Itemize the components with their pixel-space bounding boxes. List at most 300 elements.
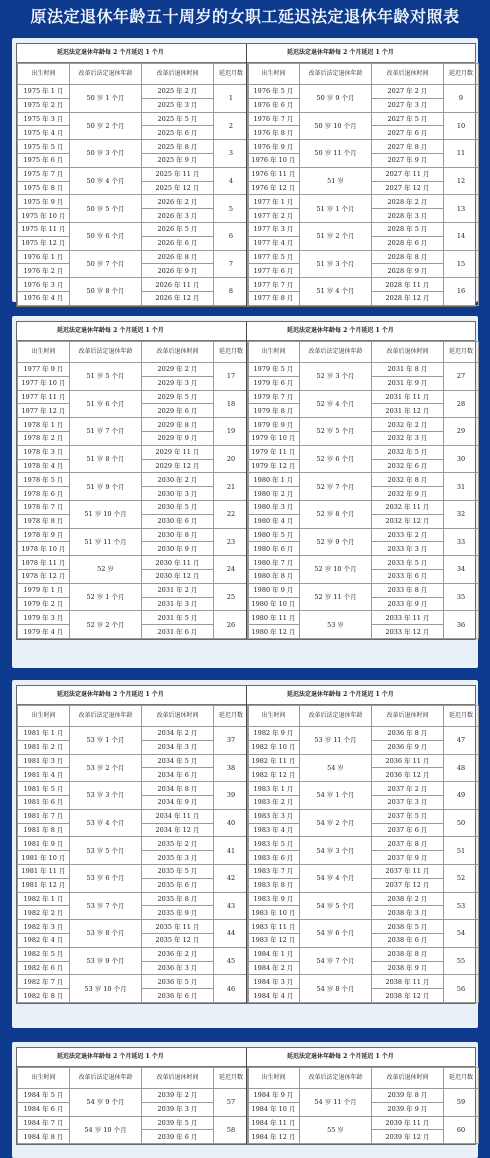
retire-date-cell: 2030 年 9 月 [142,542,214,556]
column-header-row [18,706,249,727]
table-row [18,782,249,796]
retire-date-cell: 2032 年 12 月 [372,514,444,528]
birth-date-cell: 1979 年 1 月 [18,583,70,597]
table-row [248,837,479,851]
delay-months-cell: 41 [214,837,249,865]
retire-date-cell: 2025 年 5 月 [142,112,214,126]
retire-age-cell: 52 岁 11 个月 [300,583,372,611]
retirement-table [17,1067,249,1144]
column-header-row [248,342,479,363]
table-2-right [246,322,476,639]
retire-date-cell: 2026 年 8 月 [142,250,214,264]
birth-date-cell: 1976 年 2 月 [18,264,70,278]
delay-months-cell: 55 [444,947,479,975]
birth-date-cell: 1980 年 12 月 [248,625,300,639]
table-row [248,112,479,126]
table-row [18,112,249,126]
retire-age-cell: 51 岁 4 个月 [300,278,372,306]
column-header: 改革后退休时间 [372,1068,444,1089]
table-row [248,500,479,514]
delay-months-cell: 1 [214,85,249,113]
birth-date-cell: 1979 年 3 月 [18,611,70,625]
birth-date-cell: 1979 年 9 月 [248,418,300,432]
birth-date-cell: 1976 年 11 月 [248,167,300,181]
retire-date-cell: 2038 年 5 月 [372,920,444,934]
retire-date-cell: 2033 年 2 月 [372,528,444,542]
birth-date-cell: 1984 年 2 月 [248,961,300,975]
table-row [248,528,479,542]
birth-date-cell: 1975 年 4 月 [18,126,70,140]
retire-age-cell: 51 岁 1 个月 [300,195,372,223]
birth-date-cell: 1982 年 12 月 [248,768,300,782]
retire-date-cell: 2033 年 6 月 [372,569,444,583]
retire-date-cell: 2028 年 2 月 [372,195,444,209]
birth-date-cell: 1980 年 9 月 [248,583,300,597]
table-row [248,1089,479,1103]
birth-date-cell: 1984 年 6 月 [18,1102,70,1116]
birth-date-cell: 1979 年 8 月 [248,404,300,418]
delay-months-cell: 19 [214,418,249,446]
delay-months-cell: 38 [214,754,249,782]
table-row [18,445,249,459]
retire-age-cell: 54 岁 4 个月 [300,864,372,892]
retire-date-cell: 2037 年 5 月 [372,809,444,823]
column-header: 延迟月数 [444,342,479,363]
retire-date-cell: 2031 年 2 月 [142,583,214,597]
column-header: 改革后法定退休年龄 [300,1068,372,1089]
table-header-title: 延迟法定退休年龄每 2 个月延迟 1 个月 [247,322,476,341]
delay-months-cell: 13 [444,195,479,223]
retire-date-cell: 2039 年 9 月 [372,1102,444,1116]
delay-months-cell: 26 [214,611,249,639]
table-row [18,363,249,377]
table-2 [16,321,476,640]
delay-months-cell: 56 [444,975,479,1003]
column-header: 改革后法定退休年龄 [300,342,372,363]
retire-age-cell: 52 岁 10 个月 [300,556,372,584]
retire-date-cell: 2033 年 8 月 [372,583,444,597]
delay-months-cell: 20 [214,445,249,473]
table-row [248,727,479,741]
retire-age-cell: 53 岁 9 个月 [70,947,142,975]
table-header-title: 延迟法定退休年龄每 2 个月延迟 1 个月 [17,1048,246,1067]
retire-age-cell: 52 岁 4 个月 [300,390,372,418]
birth-date-cell: 1983 年 8 月 [248,878,300,892]
retire-age-cell: 52 岁 2 个月 [70,611,142,639]
column-header: 延迟月数 [214,342,249,363]
birth-date-cell: 1981 年 12 月 [18,878,70,892]
column-header: 延迟月数 [444,64,479,85]
retire-date-cell: 2037 年 11 月 [372,864,444,878]
retire-age-cell: 51 岁 7 个月 [70,418,142,446]
retire-age-cell: 54 岁 5 个月 [300,892,372,920]
retire-date-cell: 2034 年 2 月 [142,727,214,741]
retire-date-cell: 2027 年 2 月 [372,85,444,99]
birth-date-cell: 1981 年 3 月 [18,754,70,768]
table-row [18,837,249,851]
retire-date-cell: 2029 年 11 月 [142,445,214,459]
birth-date-cell: 1977 年 8 月 [248,291,300,305]
delay-months-cell: 39 [214,782,249,810]
birth-date-cell: 1981 年 7 月 [18,809,70,823]
retire-age-cell: 53 岁 11 个月 [300,727,372,755]
retire-date-cell: 2029 年 5 月 [142,390,214,404]
retire-date-cell: 2028 年 3 月 [372,209,444,223]
table-row [18,167,249,181]
birth-date-cell: 1975 年 10 月 [18,209,70,223]
column-header: 出生时间 [248,706,300,727]
retire-date-cell: 2030 年 12 月 [142,569,214,583]
column-header: 改革后法定退休年龄 [300,64,372,85]
column-header-row [248,706,479,727]
delay-months-cell: 18 [214,390,249,418]
retire-date-cell: 2027 年 5 月 [372,112,444,126]
delay-months-cell: 50 [444,809,479,837]
birth-date-cell: 1982 年 2 月 [18,906,70,920]
retire-date-cell: 2025 年 8 月 [142,140,214,154]
column-header-row [248,1068,479,1089]
delay-months-cell: 5 [214,195,249,223]
birth-date-cell: 1976 年 6 月 [248,98,300,112]
retire-age-cell: 54 岁 11 个月 [300,1089,372,1117]
table-row [18,222,249,236]
table-row [18,892,249,906]
retire-date-cell: 2025 年 3 月 [142,98,214,112]
retire-age-cell: 53 岁 4 个月 [70,809,142,837]
birth-date-cell: 1977 年 5 月 [248,250,300,264]
column-header: 改革后退休时间 [372,706,444,727]
retirement-table [17,341,249,639]
birth-date-cell: 1983 年 7 月 [248,864,300,878]
column-header: 延迟月数 [214,706,249,727]
delay-months-cell: 46 [214,975,249,1003]
birth-date-cell: 1980 年 6 月 [248,542,300,556]
retire-date-cell: 2032 年 5 月 [372,445,444,459]
page-title: 原法定退休年龄五十周岁的女职工延迟法定退休年龄对照表 [30,7,460,26]
delay-months-cell: 21 [214,473,249,501]
retire-date-cell: 2036 年 8 月 [372,727,444,741]
birth-date-cell: 1975 年 5 月 [18,140,70,154]
column-header: 延迟月数 [214,64,249,85]
retire-date-cell: 2037 年 2 月 [372,782,444,796]
table-row [18,583,249,597]
birth-date-cell: 1980 年 10 月 [248,597,300,611]
retire-age-cell: 54 岁 7 个月 [300,947,372,975]
birth-date-cell: 1979 年 2 月 [18,597,70,611]
retire-age-cell: 52 岁 8 个月 [300,500,372,528]
table-row [18,1116,249,1130]
table-row [18,975,249,989]
delay-months-cell: 24 [214,556,249,584]
retire-date-cell: 2030 年 8 月 [142,528,214,542]
birth-date-cell: 1983 年 1 月 [248,782,300,796]
birth-date-cell: 1978 年 9 月 [18,528,70,542]
table-row [18,611,249,625]
birth-date-cell: 1984 年 8 月 [18,1130,70,1144]
table-row [248,1116,479,1130]
retire-date-cell: 2025 年 2 月 [142,85,214,99]
birth-date-cell: 1984 年 9 月 [248,1089,300,1103]
delay-months-cell: 27 [444,363,479,391]
birth-date-cell: 1976 年 8 月 [248,126,300,140]
column-header: 延迟月数 [444,706,479,727]
retire-date-cell: 2035 年 5 月 [142,864,214,878]
retire-age-cell: 53 岁 5 个月 [70,837,142,865]
retire-date-cell: 2030 年 2 月 [142,473,214,487]
table-row [248,278,479,292]
delay-months-cell: 28 [444,390,479,418]
retire-date-cell: 2029 年 3 月 [142,376,214,390]
retire-date-cell: 2033 年 5 月 [372,556,444,570]
birth-date-cell: 1977 年 1 月 [248,195,300,209]
table-row [248,754,479,768]
birth-date-cell: 1984 年 4 月 [248,989,300,1003]
retire-date-cell: 2034 年 12 月 [142,823,214,837]
birth-date-cell: 1979 年 6 月 [248,376,300,390]
retire-age-cell: 50 岁 1 个月 [70,85,142,113]
delay-months-cell: 44 [214,920,249,948]
birth-date-cell: 1975 年 2 月 [18,98,70,112]
delay-months-cell: 23 [214,528,249,556]
table-row [248,418,479,432]
retire-age-cell: 50 岁 3 个月 [70,140,142,168]
retire-date-cell: 2030 年 3 月 [142,487,214,501]
birth-date-cell: 1983 年 12 月 [248,933,300,947]
table-row [18,1089,249,1103]
delay-months-cell: 43 [214,892,249,920]
retire-date-cell: 2034 年 8 月 [142,782,214,796]
retire-date-cell: 2031 年 3 月 [142,597,214,611]
birth-date-cell: 1982 年 4 月 [18,933,70,947]
birth-date-cell: 1977 年 11 月 [18,390,70,404]
retire-age-cell: 53 岁 7 个月 [70,892,142,920]
table-header-title: 延迟法定退休年龄每 2 个月延迟 1 个月 [17,686,246,705]
retire-age-cell: 51 岁 5 个月 [70,363,142,391]
retire-age-cell: 53 岁 [300,611,372,639]
birth-date-cell: 1975 年 7 月 [18,167,70,181]
column-header: 改革后法定退休年龄 [70,342,142,363]
retire-age-cell: 52 岁 9 个月 [300,528,372,556]
birth-date-cell: 1982 年 1 月 [18,892,70,906]
birth-date-cell: 1983 年 6 月 [248,851,300,865]
retire-date-cell: 2032 年 6 月 [372,459,444,473]
retire-date-cell: 2032 年 2 月 [372,418,444,432]
birth-date-cell: 1983 年 3 月 [248,809,300,823]
retire-date-cell: 2026 年 2 月 [142,195,214,209]
birth-date-cell: 1976 年 5 月 [248,85,300,99]
birth-date-cell: 1984 年 10 月 [248,1102,300,1116]
retire-date-cell: 2038 年 8 月 [372,947,444,961]
retire-date-cell: 2027 年 11 月 [372,167,444,181]
column-header-row [18,64,249,85]
retire-date-cell: 2037 年 3 月 [372,795,444,809]
retire-date-cell: 2030 年 5 月 [142,500,214,514]
table-row [248,445,479,459]
delay-months-cell: 47 [444,727,479,755]
retire-date-cell: 2035 年 12 月 [142,933,214,947]
delay-months-cell: 48 [444,754,479,782]
birth-date-cell: 1982 年 5 月 [18,947,70,961]
retire-date-cell: 2039 年 11 月 [372,1116,444,1130]
delay-months-cell: 29 [444,418,479,446]
retire-age-cell: 54 岁 1 个月 [300,782,372,810]
table-section-4 [12,1042,478,1158]
table-row [248,782,479,796]
retire-date-cell: 2026 年 3 月 [142,209,214,223]
birth-date-cell: 1976 年 3 月 [18,278,70,292]
birth-date-cell: 1975 年 12 月 [18,236,70,250]
retire-date-cell: 2031 年 11 月 [372,390,444,404]
birth-date-cell: 1983 年 2 月 [248,795,300,809]
delay-months-cell: 2 [214,112,249,140]
birth-date-cell: 1980 年 11 月 [248,611,300,625]
table-row [18,947,249,961]
birth-date-cell: 1977 年 10 月 [18,376,70,390]
retire-date-cell: 2028 年 11 月 [372,278,444,292]
birth-date-cell: 1984 年 5 月 [18,1089,70,1103]
birth-date-cell: 1976 年 9 月 [248,140,300,154]
column-header: 改革后退休时间 [142,706,214,727]
delay-months-cell: 3 [214,140,249,168]
retire-date-cell: 2036 年 3 月 [142,961,214,975]
birth-date-cell: 1978 年 3 月 [18,445,70,459]
delay-months-cell: 9 [444,85,479,113]
table-row [18,195,249,209]
birth-date-cell: 1982 年 7 月 [18,975,70,989]
delay-months-cell: 17 [214,363,249,391]
retire-age-cell: 54 岁 6 个月 [300,920,372,948]
delay-months-cell: 40 [214,809,249,837]
delay-months-cell: 22 [214,500,249,528]
retire-date-cell: 2029 年 9 月 [142,431,214,445]
birth-date-cell: 1981 年 9 月 [18,837,70,851]
retire-age-cell: 50 岁 9 个月 [300,85,372,113]
birth-date-cell: 1982 年 6 月 [18,961,70,975]
table-row [248,611,479,625]
table-row [248,195,479,209]
retire-date-cell: 2037 年 8 月 [372,837,444,851]
retire-date-cell: 2038 年 11 月 [372,975,444,989]
retire-age-cell: 50 岁 7 个月 [70,250,142,278]
column-header: 延迟月数 [214,1068,249,1089]
table-row [248,947,479,961]
table-row [18,727,249,741]
retire-date-cell: 2039 年 12 月 [372,1130,444,1144]
table-row [248,250,479,264]
birth-date-cell: 1977 年 4 月 [248,236,300,250]
delay-months-cell: 25 [214,583,249,611]
birth-date-cell: 1975 年 6 月 [18,153,70,167]
retire-date-cell: 2033 年 9 月 [372,597,444,611]
retire-age-cell: 53 岁 10 个月 [70,975,142,1003]
retire-date-cell: 2029 年 12 月 [142,459,214,473]
delay-months-cell: 59 [444,1089,479,1117]
table-row [248,167,479,181]
retire-date-cell: 2026 年 11 月 [142,278,214,292]
retirement-table [247,63,479,306]
retire-age-cell: 50 岁 8 个月 [70,278,142,306]
birth-date-cell: 1978 年 7 月 [18,500,70,514]
retire-date-cell: 2025 年 12 月 [142,181,214,195]
delay-months-cell: 30 [444,445,479,473]
retire-age-cell: 52 岁 1 个月 [70,583,142,611]
retire-date-cell: 2039 年 3 月 [142,1102,214,1116]
retire-date-cell: 2037 年 12 月 [372,878,444,892]
retire-date-cell: 2038 年 3 月 [372,906,444,920]
birth-date-cell: 1980 年 5 月 [248,528,300,542]
retire-date-cell: 2035 年 8 月 [142,892,214,906]
retire-age-cell: 53 岁 6 个月 [70,864,142,892]
table-row [248,473,479,487]
table-row [248,864,479,878]
birth-date-cell: 1982 年 3 月 [18,920,70,934]
delay-months-cell: 31 [444,473,479,501]
table-row [248,390,479,404]
retire-age-cell: 54 岁 3 个月 [300,837,372,865]
retire-age-cell: 52 岁 5 个月 [300,418,372,446]
retire-age-cell: 50 岁 4 个月 [70,167,142,195]
column-header-row [248,64,479,85]
retire-age-cell: 50 岁 5 个月 [70,195,142,223]
birth-date-cell: 1978 年 1 月 [18,418,70,432]
retire-age-cell: 52 岁 7 个月 [300,473,372,501]
table-section-2 [12,316,478,668]
retire-date-cell: 2030 年 11 月 [142,556,214,570]
retire-date-cell: 2029 年 6 月 [142,404,214,418]
retire-date-cell: 2029 年 8 月 [142,418,214,432]
delay-months-cell: 8 [214,278,249,306]
delay-months-cell: 49 [444,782,479,810]
column-header: 出生时间 [18,342,70,363]
delay-months-cell: 57 [214,1089,249,1117]
birth-date-cell: 1976 年 7 月 [248,112,300,126]
table-2-left [17,322,246,639]
retire-date-cell: 2035 年 2 月 [142,837,214,851]
retire-date-cell: 2031 年 6 月 [142,625,214,639]
retire-date-cell: 2033 年 3 月 [372,542,444,556]
table-row [18,809,249,823]
birth-date-cell: 1975 年 8 月 [18,181,70,195]
birth-date-cell: 1975 年 11 月 [18,222,70,236]
delay-months-cell: 51 [444,837,479,865]
table-4-right [246,1048,476,1144]
birth-date-cell: 1981 年 4 月 [18,768,70,782]
retire-age-cell: 53 岁 1 个月 [70,727,142,755]
birth-date-cell: 1979 年 4 月 [18,625,70,639]
table-row [18,418,249,432]
retire-age-cell: 51 岁 6 个月 [70,390,142,418]
birth-date-cell: 1982 年 9 月 [248,727,300,741]
table-header-title: 延迟法定退休年龄每 2 个月延迟 1 个月 [17,44,246,63]
birth-date-cell: 1983 年 5 月 [248,837,300,851]
column-header: 出生时间 [18,64,70,85]
birth-date-cell: 1977 年 6 月 [248,264,300,278]
birth-date-cell: 1981 年 2 月 [18,740,70,754]
retire-age-cell: 53 岁 8 个月 [70,920,142,948]
retire-date-cell: 2027 年 8 月 [372,140,444,154]
retire-age-cell: 50 岁 11 个月 [300,140,372,168]
retire-date-cell: 2036 年 11 月 [372,754,444,768]
column-header: 改革后法定退休年龄 [70,706,142,727]
table-row [248,892,479,906]
retire-date-cell: 2026 年 5 月 [142,222,214,236]
retire-date-cell: 2037 年 9 月 [372,851,444,865]
retire-date-cell: 2035 年 6 月 [142,878,214,892]
retire-date-cell: 2036 年 2 月 [142,947,214,961]
retire-date-cell: 2032 年 11 月 [372,500,444,514]
retire-age-cell: 54 岁 10 个月 [70,1116,142,1144]
table-row [18,250,249,264]
